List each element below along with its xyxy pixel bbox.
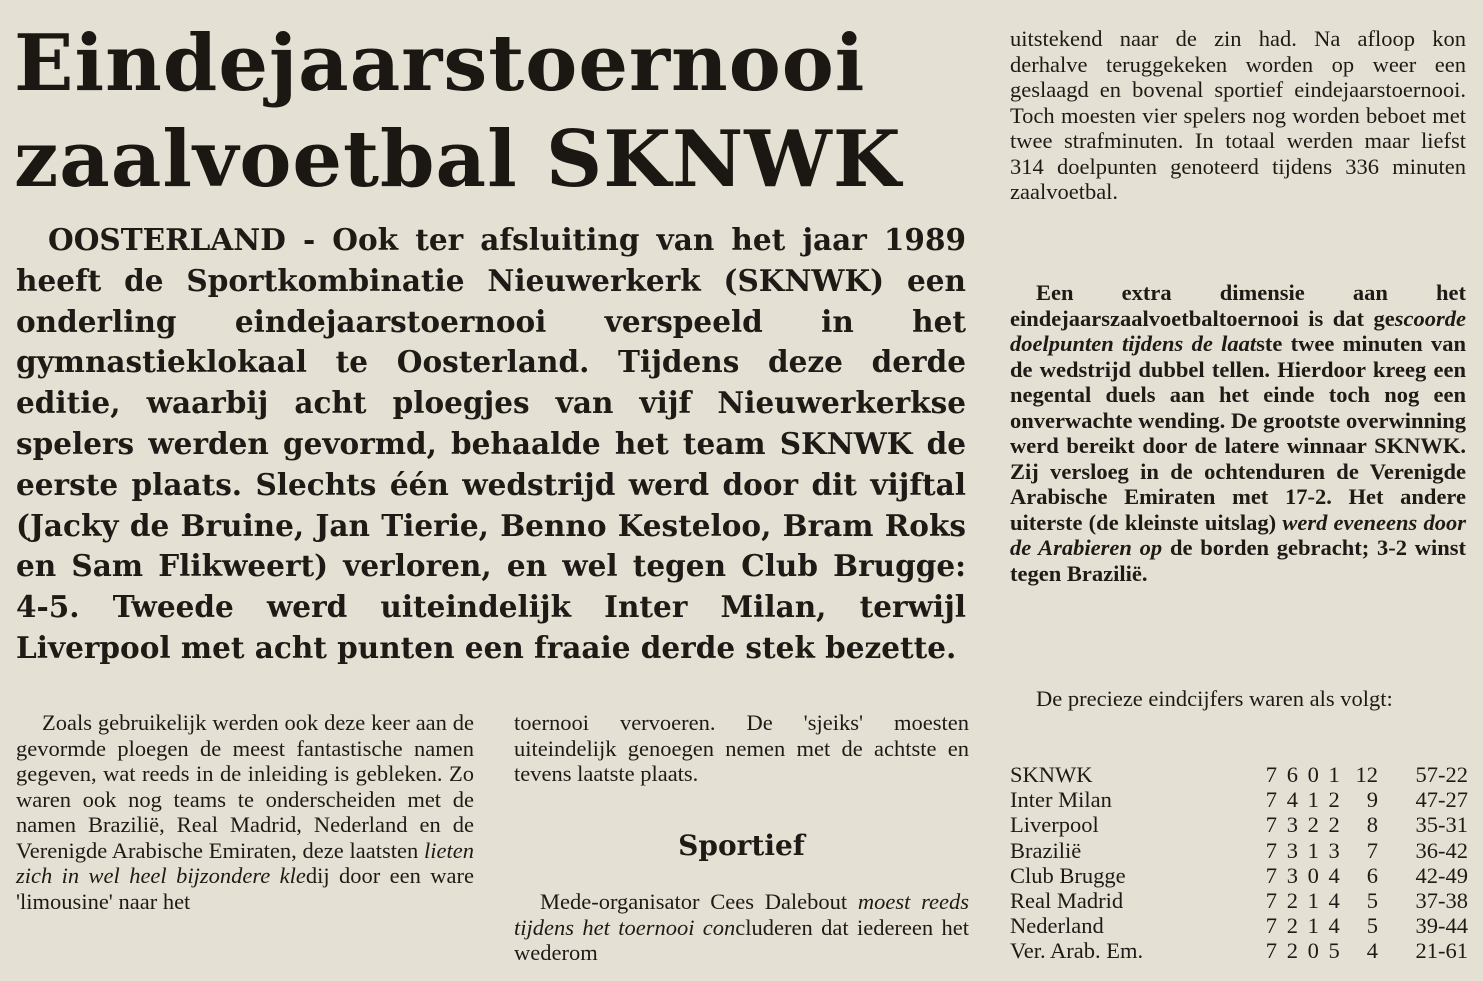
standings-lost: 2	[1328, 787, 1340, 813]
standings-lost: 4	[1328, 913, 1340, 939]
standings-row	[1010, 888, 1468, 913]
standings-team: Nederland	[1010, 913, 1104, 939]
standings-lost: 5	[1328, 938, 1340, 964]
standings-won: 3	[1286, 837, 1298, 863]
body-paragraph-2	[514, 889, 969, 966]
column-1	[16, 710, 474, 914]
standings-played: 7	[1265, 862, 1278, 888]
standings-drawn: 1	[1307, 888, 1319, 914]
standings-played: 7	[1265, 938, 1278, 964]
body-text: de borden gebracht; 3-2 winst tegen Brazilië.	[1010, 535, 1466, 586]
standings-lost: 2	[1328, 812, 1340, 838]
standings-points: 12	[1355, 762, 1379, 787]
standings-team: SKNWK	[1010, 762, 1093, 787]
standings-played: 7	[1265, 913, 1278, 939]
body-text: Een extra dimensie aan het eindejaarszaalvoetbaltoernooi is dat ge	[1010, 280, 1466, 331]
lead-paragraph	[16, 220, 966, 669]
standings-drawn: 1	[1307, 837, 1319, 863]
column-3-middle	[1010, 280, 1466, 586]
headline-line-1: Eindejaarstoernooi	[14, 18, 866, 109]
standings-goals: 47-27	[1415, 787, 1468, 813]
column-2-lower	[514, 889, 969, 966]
body-text: dij door een ware 'limousine' naar het	[16, 863, 474, 914]
headline	[14, 16, 974, 208]
body-paragraph-1	[16, 710, 474, 914]
standings-points: 4	[1366, 938, 1379, 964]
standings-points: 7	[1366, 837, 1379, 863]
standings-team: Inter Milan	[1010, 787, 1112, 813]
body-paragraph-4: De precieze eindcijfers waren als volgt:	[1036, 686, 1393, 711]
standings-row	[1010, 812, 1468, 837]
standings-drawn: 0	[1307, 862, 1319, 888]
standings-goals: 42-49	[1415, 862, 1468, 888]
standings-drawn: 2	[1307, 812, 1319, 838]
standings-drawn: 1	[1307, 787, 1319, 813]
subheading-sportief: Sportief	[678, 829, 805, 862]
column-2	[514, 710, 969, 787]
standings-goals: 36-42	[1415, 837, 1468, 863]
body-text-italic: scoorde doelpunten tijdens de laat	[1010, 305, 1466, 356]
standings-goals: 21-61	[1415, 938, 1468, 964]
standings-won: 3	[1286, 862, 1298, 888]
standings-won: 4	[1286, 787, 1298, 813]
standings-team: Brazilië	[1010, 837, 1082, 863]
standings-points: 9	[1366, 787, 1379, 813]
standings-played: 7	[1265, 812, 1278, 838]
body-text-italic: werd eveneens door de Arabieren op	[1010, 509, 1466, 560]
standings-lost: 4	[1328, 888, 1340, 914]
standings-won: 2	[1286, 888, 1298, 914]
body-paragraph-2-continued: uitstekend naar de zin had. Na afloop kon derhalve teruggekeken worden op weer een geslaagd en bovenal sportief eindejaarstoernooi. Toch moesten vier spelers nog worden beboet met twee strafminuten. In totaal werden maar liefst 314 doelpunten genoteerd tijdens 336 minuten zaalvoetbal.	[1010, 26, 1466, 204]
standings-lost: 1	[1328, 762, 1340, 787]
column-3-lower	[1010, 686, 1466, 712]
standings-goals: 57-22	[1415, 762, 1468, 787]
standings-points: 5	[1366, 888, 1379, 914]
standings-won: 3	[1286, 812, 1298, 838]
standings-team: Real Madrid	[1010, 888, 1124, 914]
standings-played: 7	[1265, 762, 1278, 787]
standings-won: 2	[1286, 913, 1298, 939]
body-text: cluderen dat iedereen het wederom	[514, 914, 969, 965]
standings-team: Club Brugge	[1010, 862, 1126, 888]
body-paragraph-3	[1010, 280, 1466, 586]
standings-row	[1010, 787, 1468, 812]
standings-played: 7	[1265, 837, 1278, 863]
body-text: Zoals gebruikelijk werden ook deze keer aan de gevormde ploegen de meest fantastische namen gegeven, wat reeds in de inleiding is gebleken. Zo waren ook nog teams te onderscheiden met de namen Brazilië, Real Madrid, Nederland en de Verenigde Arabische Emiraten, deze laatsten	[16, 710, 474, 863]
body-text: Mede-organisator Cees Dalebout	[540, 889, 858, 914]
standings-points: 8	[1366, 812, 1379, 838]
standings-goals: 39-44	[1415, 913, 1468, 939]
standings-played: 7	[1265, 888, 1278, 914]
standings-played: 7	[1265, 787, 1278, 813]
standings-team: Ver. Arab. Em.	[1010, 938, 1144, 964]
standings-drawn: 1	[1307, 913, 1319, 939]
standings-body	[1010, 762, 1468, 964]
standings-won: 6	[1286, 762, 1298, 787]
headline-line-2: zaalvoetbal SKNWK	[14, 114, 902, 205]
standings-row	[1010, 938, 1468, 963]
standings-drawn: 0	[1307, 762, 1319, 787]
lead-text: OOSTERLAND - Ook ter afsluiting van het jaar 1989 heeft de Sportkombinatie Nieuwerkerk (SKNWK) een onderling eindejaarstoernooi verspeeld in het gymnastieklokaal te Oosterland. Tijdens deze derde editie, waarbij acht ploegjes van vijf Nieuwerkerkse spelers werden gevormd, behaalde het team SKNWK de eerste plaats. Slechts één wedstrijd werd door dit vijftal (Jacky de Bruine, Jan Tierie, Benno Kesteloo, Bram Roks en Sam Flikweert) verloren, en wel tegen Club Brugge: 4-5. Tweede werd uiteindelijk Inter Milan, terwijl Liverpool met acht punten een fraaie derde stek bezette.	[16, 222, 966, 665]
standings-row	[1010, 762, 1468, 787]
body-text: ste twee minuten van de wedstrijd dubbel tellen. Hierdoor kreeg een negental duels aan het einde toch nog een onverwachte wending. De grootste overwinning werd bereikt door de latere winnaar SKNWK. Zij versloeg in de ochtenduren de Verenigde Arabische Emiraten met 17-2. Het andere uiterste (de kleinste uitslag)	[1010, 331, 1466, 535]
standings-lost: 4	[1328, 862, 1340, 888]
body-text-italic: lieten zich in wel heel bijzondere kle	[16, 837, 474, 888]
standings-lost: 3	[1328, 837, 1340, 863]
standings-row	[1010, 913, 1468, 938]
standings-row	[1010, 838, 1468, 863]
standings-goals: 35-31	[1415, 812, 1468, 838]
body-paragraph-1-continued: toernooi vervoeren. De 'sjeiks' moesten uiteindelijk genoegen nemen met de achtste en tevens laatste plaats.	[514, 710, 969, 786]
column-3-top	[1010, 26, 1466, 205]
standings-goals: 37-38	[1415, 888, 1468, 914]
standings-won: 2	[1286, 938, 1298, 964]
standings-drawn: 0	[1307, 938, 1319, 964]
standings-row	[1010, 863, 1468, 888]
standings-team: Liverpool	[1010, 812, 1099, 838]
standings-points: 5	[1366, 913, 1379, 939]
standings-points: 6	[1366, 862, 1379, 888]
standings-table	[1010, 762, 1468, 964]
body-text-italic: moest reeds tijdens het toernooi con	[514, 889, 969, 940]
